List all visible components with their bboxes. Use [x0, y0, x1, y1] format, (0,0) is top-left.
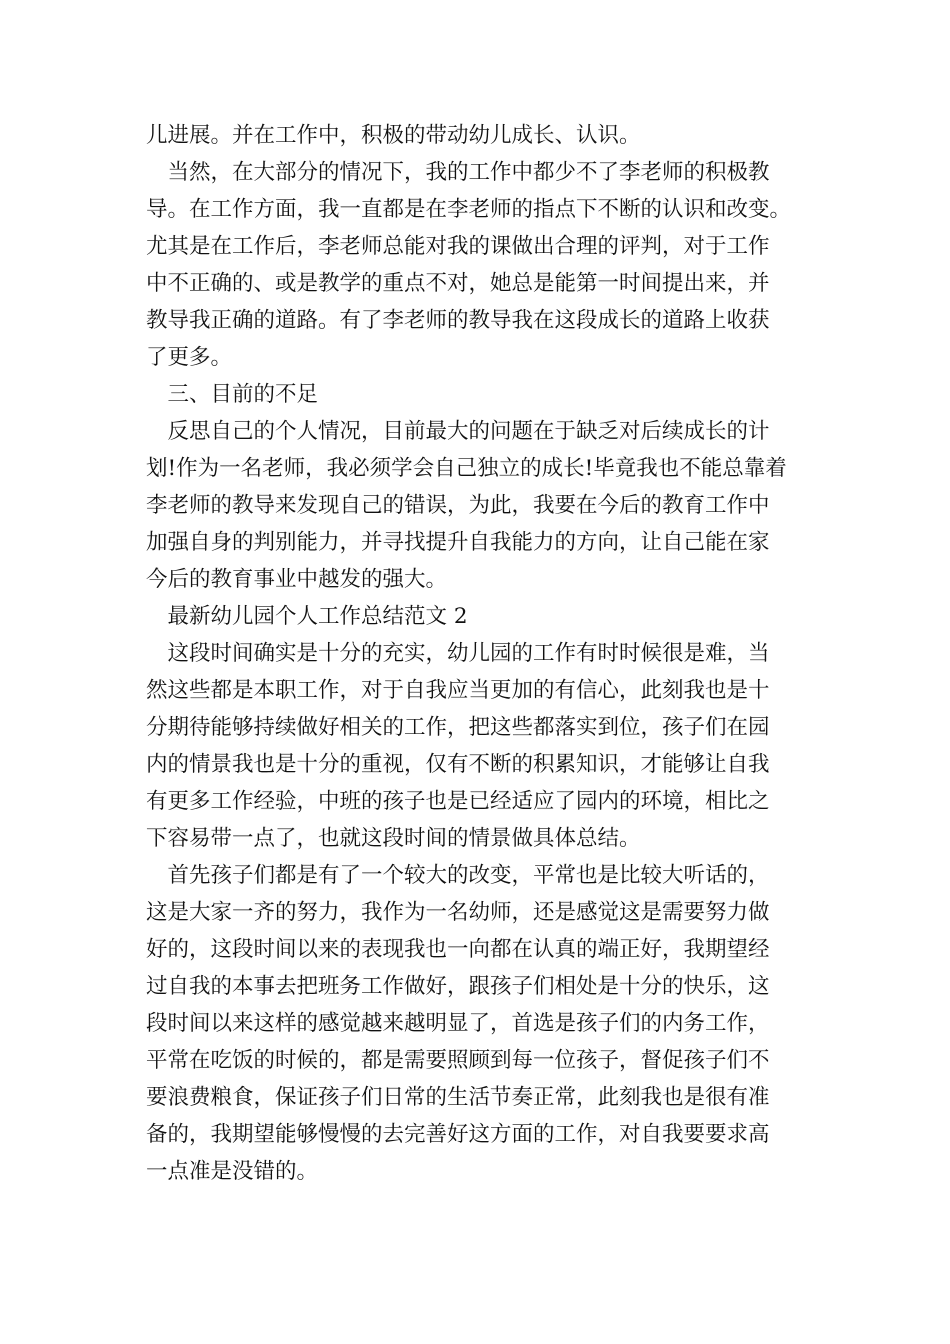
text-line: 当然，在大部分的情况下，我的工作中都少不了李老师的积极教 — [146, 160, 770, 185]
text-line: 三、目前的不足 — [146, 382, 319, 407]
text-line: 要浪费粮食，保证孩子们日常的生活节奏正常，此刻我也是很有准 — [146, 1085, 770, 1110]
text-line: 儿进展。并在工作中，积极的带动幼儿成长、认识。 — [146, 123, 641, 148]
text-line: 平常在吃饭的时候的，都是需要照顾到每一位孩子，督促孩子们不 — [146, 1048, 770, 1073]
text-line: 分期待能够持续做好相关的工作，把这些都落实到位，孩子们在园 — [146, 715, 770, 740]
text-line: 教导我正确的道路。有了李老师的教导我在这段成长的道路上收获 — [146, 308, 770, 333]
text-line: 这段时间确实是十分的充实，幼儿园的工作有时时候很是难，当 — [146, 641, 770, 666]
text-line: 有更多工作经验，中班的孩子也是已经适应了园内的环境，相比之 — [146, 789, 770, 814]
text-line: 一点准是没错的。 — [146, 1159, 319, 1184]
text-line: 段时间以来这样的感觉越来越明显了，首选是孩子们的内务工作， — [146, 1011, 770, 1036]
text-line: 划!作为一名老师，我必须学会自己独立的成长!毕竟我也不能总靠着 — [146, 456, 787, 481]
text-line: 过自我的本事去把班务工作做好，跟孩子们相处是十分的快乐，这 — [146, 974, 770, 999]
text-line: 然这些都是本职工作，对于自我应当更加的有信心，此刻我也是十 — [146, 678, 770, 703]
text-line: 备的，我期望能够慢慢的去完善好这方面的工作，对自我要要求高 — [146, 1122, 770, 1147]
text-line: 李老师的教导来发现自己的错误，为此，我要在今后的教育工作中 — [146, 493, 770, 518]
text-line: 内的情景我也是十分的重视，仅有不断的积累知识，才能够让自我 — [146, 752, 770, 777]
text-line: 加强自身的判别能力，并寻找提升自我能力的方向，让自己能在家 — [146, 530, 770, 555]
text-line: 首先孩子们都是有了一个较大的改变，平常也是比较大听话的， — [146, 863, 770, 888]
text-line: 了更多。 — [146, 345, 233, 370]
text-line: 这是大家一齐的努力，我作为一名幼师，还是感觉这是需要努力做 — [146, 900, 770, 925]
text-line: 好的，这段时间以来的表现我也一向都在认真的端正好，我期望经 — [146, 937, 770, 962]
text-line: 中不正确的、或是教学的重点不对，她总是能第一时间提出来，并 — [146, 271, 770, 296]
text-line: 尤其是在工作后，李老师总能对我的课做出合理的评判，对于工作 — [146, 234, 770, 259]
text-line: 下容易带一点了，也就这段时间的情景做具体总结。 — [146, 826, 641, 851]
text-line: 最新幼儿园个人工作总结范文 2 — [146, 604, 468, 629]
text-line: 导。在工作方面，我一直都是在李老师的指点下不断的认识和改变。 — [146, 197, 792, 222]
text-line: 反思自己的个人情况，目前最大的问题在于缺乏对后续成长的计 — [146, 419, 770, 444]
text-line: 今后的教育事业中越发的强大。 — [146, 567, 448, 592]
